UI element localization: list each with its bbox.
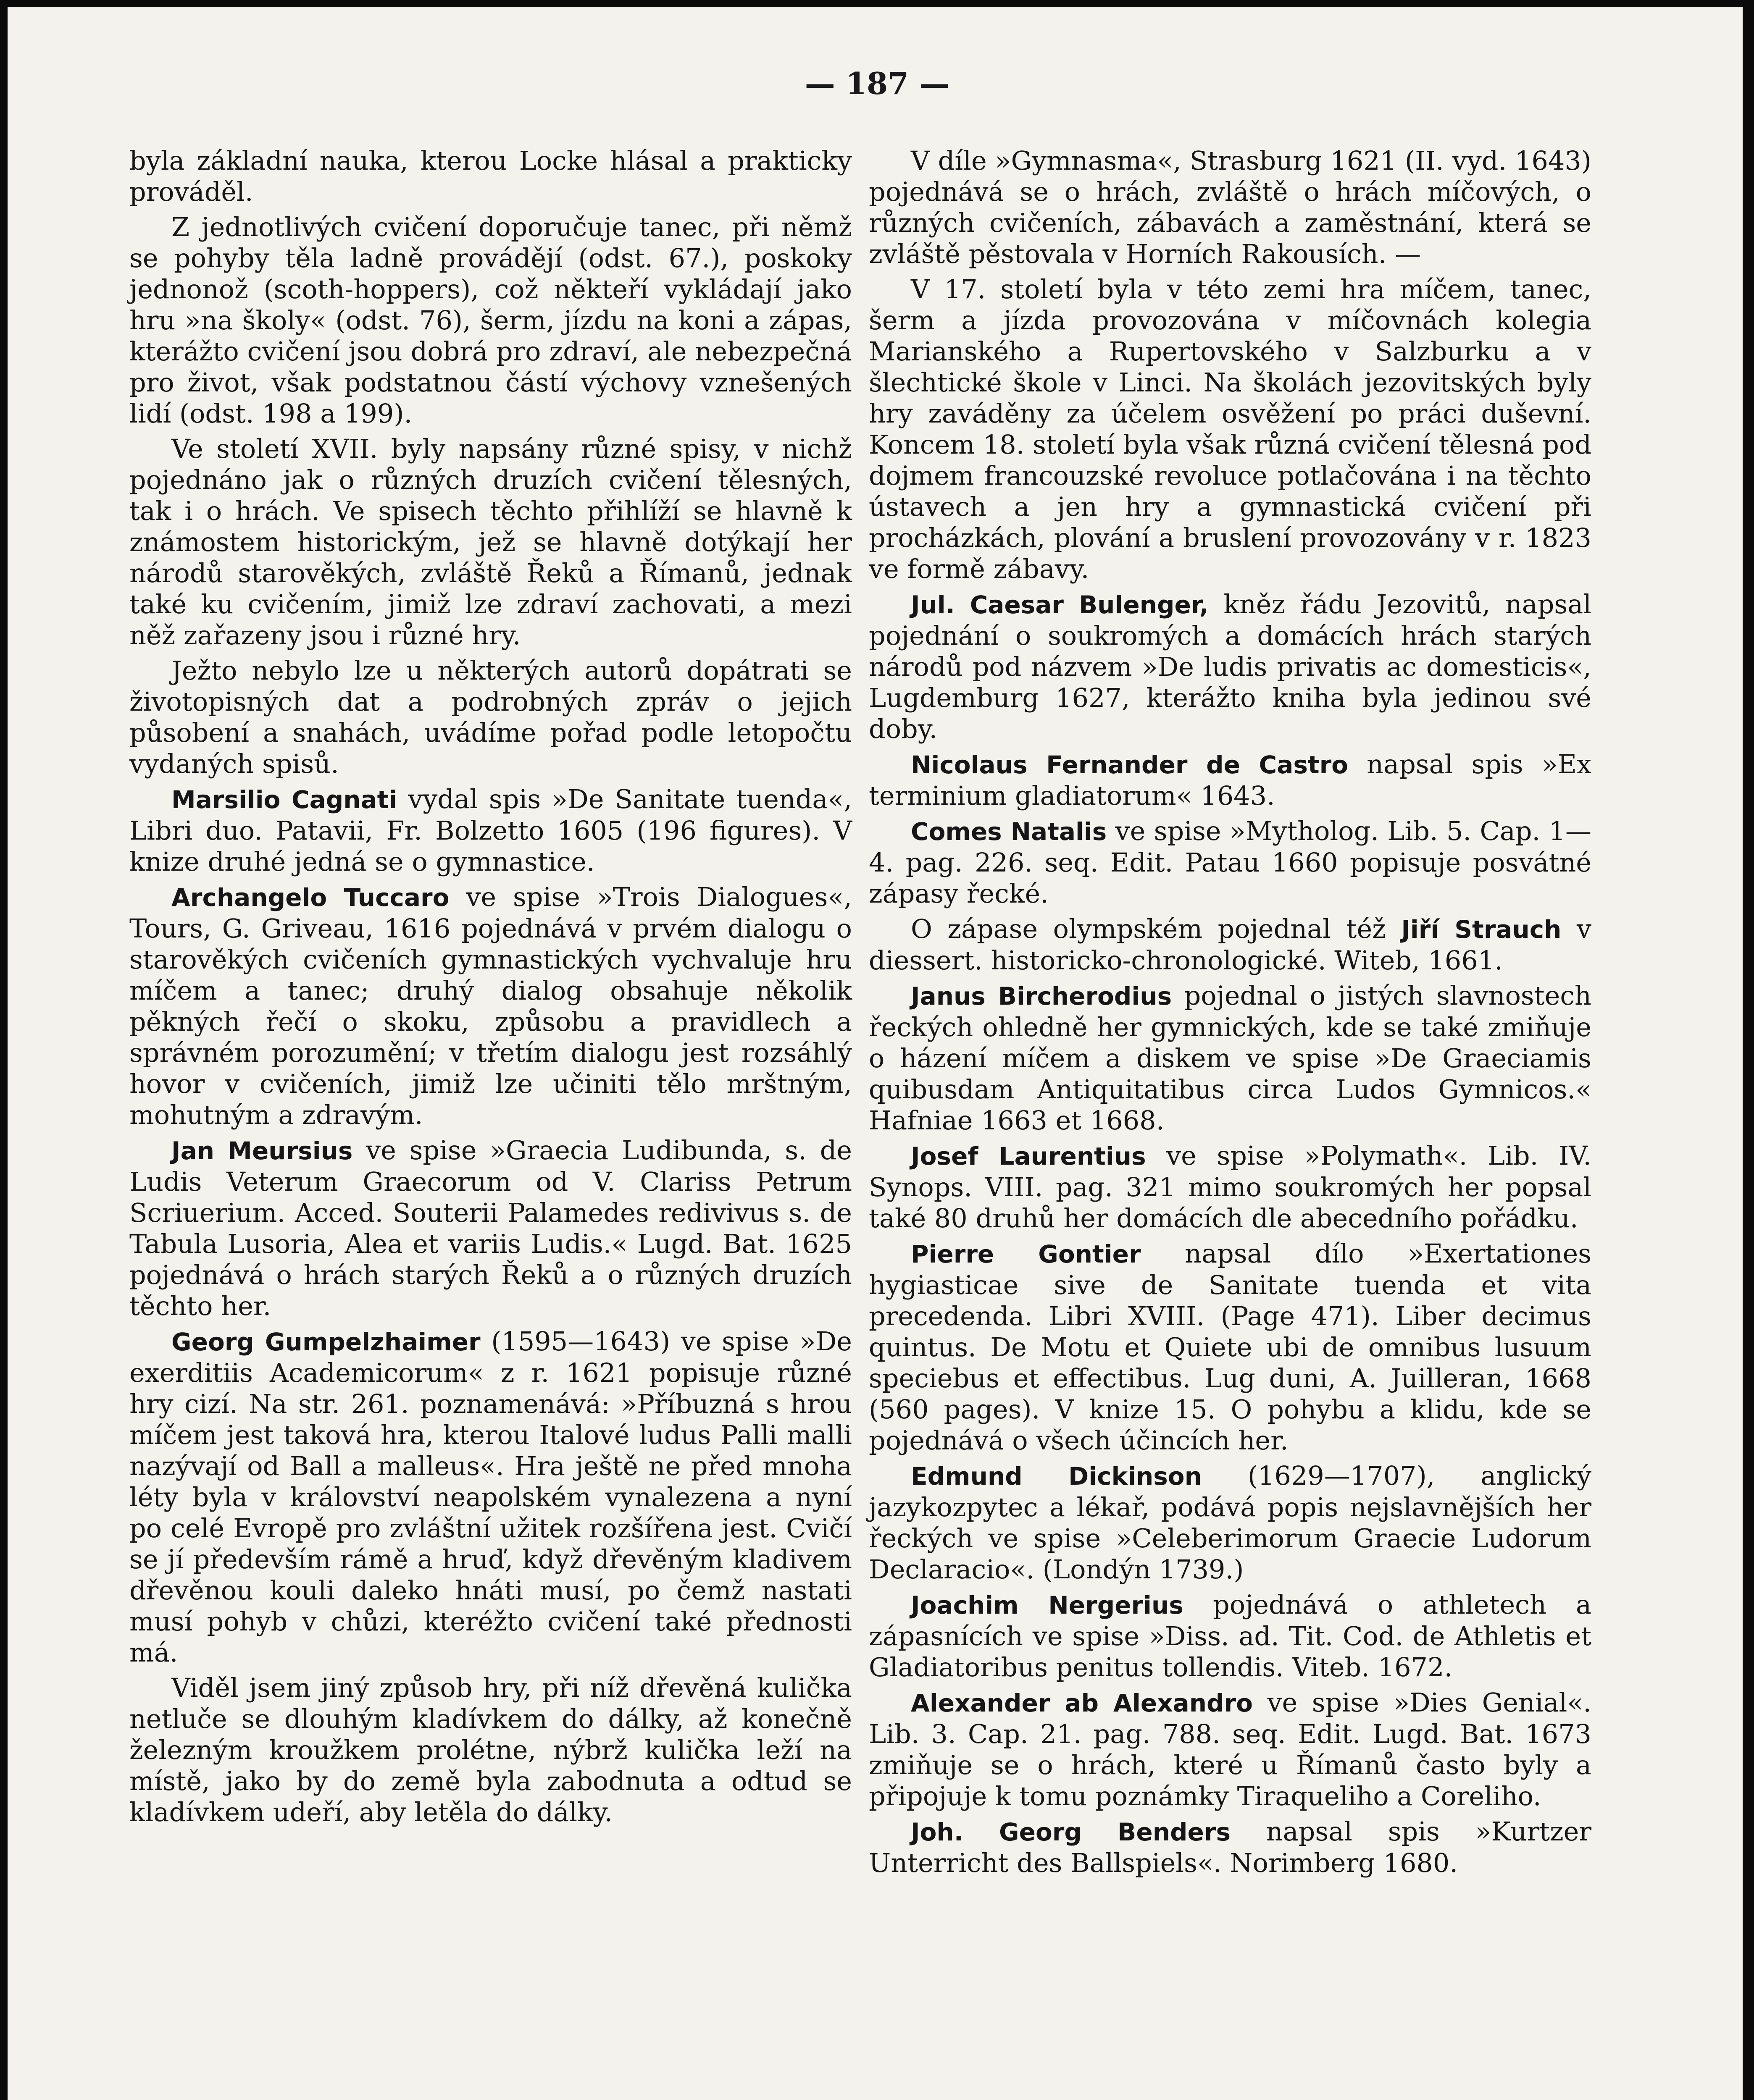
author-name: Pierre Gontier (911, 1240, 1141, 1268)
left-column (129, 145, 852, 1832)
author-name: Jul. Caesar Bulenger, (911, 591, 1209, 619)
author-name: Jan Meursius (171, 1137, 353, 1165)
bibliography-entry: Josef Laurentius ve spise »Polymath«. Lib. IV. Synops. VIII. pag. 321 mimo soukromých her popsal také 80 druhů her domácích dle abecedního pořádku. (869, 1140, 1591, 1234)
bibliography-entry: Janus Bircherodius pojednal o jistých slavnostech řeckých ohledně her gymnických, kde se také zmiňuje o házení míčem a diskem ve spise »De Graeciamis quibusdam Antiquitatibus circa Ludos Gymnicos.« Hafniae 1663 et 1668. (869, 980, 1591, 1136)
bibliography-entry: Joachim Nergerius pojednává o athletech a zápasnících ve spise »Diss. ad. Tit. Cod. de Athletis et Gladiatoribus penitus tollendis. Viteb. 1672. (869, 1589, 1591, 1683)
bibliography-entry: Comes Natalis ve spise »Mytholog. Lib. 5. Cap. 1—4. pag. 226. seq. Edit. Patau 1660 popisuje posvátné zápasy řecké. (869, 816, 1591, 909)
author-name: Archangelo Tuccaro (171, 883, 450, 912)
paragraph: Z jednotlivých cvičení doporučuje tanec, při němž se pohyby těla ladně provádějí (odst. 67.), poskoky jednonož (scoth-hoppers), což někteří vykládají jako hru »na školy« (odst. 76), šerm, jízdu na koni a zápas, kterážto cvičení jsou dobrá pro zdraví, ale nebezpečná pro život, však podstatnou částí výchovy vznešených lidí (odst. 198 a 199). (129, 212, 852, 429)
author-name: Marsilio Cagnati (171, 785, 397, 814)
author-name: Comes Natalis (911, 817, 1107, 846)
author-name: Nicolaus Fernander de Castro (911, 751, 1349, 779)
bibliography-entry: Joh. Georg Benders napsal spis »Kurtzer Unterricht des Ballspiels«. Norimberg 1680. (869, 1816, 1591, 1878)
paragraph: byla základní nauka, kterou Locke hlásal a prakticky prováděl. (129, 145, 852, 207)
bibliography-entry: Alexander ab Alexandro ve spise »Dies Genial«. Lib. 3. Cap. 21. pag. 788. seq. Edit. Lugd. Bat. 1673 zmiňuje se o hrách, které u Římanů často byly a připojuje k tomu poznámky Tiraqueliho a Coreliho. (869, 1687, 1591, 1811)
author-name: Alexander ab Alexandro (911, 1689, 1253, 1717)
bibliography-entry: Edmund Dickinson (1629—1707), anglický jazykozpytec a lékař, podává popis nejslavnějších her řeckých ve spise »Celeberimorum Graecie Ludorum Declaracio«. (Londýn 1739.) (869, 1460, 1591, 1585)
book-page (8, 7, 1743, 2100)
bibliography-entry: Jan Meursius ve spise »Graecia Ludibunda, s. de Ludis Veterum Graecorum od V. Clariss Petrum Scriuerium. Acced. Souterii Palamedes redivivus s. de Tabula Lusoria, Alea et variis Ludis.« Lugd. Bat. 1625 pojednává o hrách starých Řeků a o různých druzích těchto her. (129, 1135, 852, 1321)
page-number: — 187 — (805, 66, 950, 101)
author-name: Edmund Dickinson (911, 1462, 1202, 1491)
bibliography-entry: Archangelo Tuccaro ve spise »Trois Dialogues«, Tours, G. Griveau, 1616 pojednává v prvém dialogu o starověkých cvičeních gymnastických vychvaluje hru míčem a tanec; druhý dialog obsahuje několik pěkných řečí o skoku, způsobu a pravidlech a správném porozumění; v třetím dialogu jest rozsáhlý hovor v cvičeních, jimiž lze učiniti tělo mrštným, mohutným a zdravým. (129, 882, 852, 1130)
author-name: Joachim Nergerius (911, 1591, 1183, 1620)
bibliography-entry: Nicolaus Fernander de Castro napsal spis »Ex terminium gladiatorum« 1643. (869, 749, 1591, 811)
paragraph: Ve století XVII. byly napsány různé spisy, v nichž pojednáno jak o různých druzích cvičení tělesných, tak i o hrách. Ve spisech těchto přihlíží se hlavně k známostem historickým, jež se hlavně dotýkají her národů starověkých, zvláště Řeků a Římanů, jednak také ku cvičením, jimiž lze zdraví zachovati, a mezi něž zařazeny jsou i různé hry. (129, 433, 852, 651)
author-name: Janus Bircherodius (911, 982, 1172, 1011)
paragraph: V 17. století byla v této zemi hra míčem, tanec, šerm a jízda provozována v míčovnách kolegia Marianského a Rupertovského v Salzburku a v šlechtické škole v Linci. Na školách jezovitských byly hry zaváděny za účelem osvěžení po práci duševní. Koncem 18. století byla však různá cvičení tělesná pod dojmem francouzské revoluce potlačována i na těchto ústavech a jen hry a gymnastická cvičení při procházkách, plování a bruslení provozovány v r. 1823 ve formě zábavy. (869, 274, 1592, 584)
bibliography-entry: Pierre Gontier napsal dílo »Exertationes hygiasticae sive de Sanitate tuenda et vita precedenda. Libri XVIII. (Page 471). Liber decimus quintus. De Motu et Quiete ubi de omnibus lusuum speciebus et effectibus. Lug duni, A. Juilleran, 1668 (560 pages). V knize 15. O pohybu a klidu, kde se pojednává o všech účincích her. (869, 1238, 1591, 1456)
paragraph: V díle »Gymnasma«, Strasburg 1621 (II. vyd. 1643) pojednává se o hrách, zvláště o hrách míčových, o různých cvičeních, zábavách a zaměstnání, která se zvláště pěstovala v Horních Rakousích. — (869, 145, 1591, 269)
paragraph: Ježto nebylo lze u některých autorů dopátrati se životopisných dat a podrobných zpráv o jejich působení a snahách, uvádíme pořad podle letopočtu vydaných spisů. (129, 655, 852, 779)
author-name: Joh. Georg Benders (911, 1818, 1231, 1846)
bibliography-entry: Georg Gumpelzhaimer (1595—1643) ve spise »De exerditiis Academicorum« z r. 1621 popisuje různé hry cizí. Na str. 261. poznamenává: »Příbuzná s hrou míčem jest taková hra, kterou Italové ludus Palli malli nazývají od Ball a malleus«. Hra ještě ne před mnoha léty byla v království neapolském vynalezena a nyní po celé Evropě pro zvláštní užitek rozšířena jest. Cvičí se jí především rámě a hruď, když dřevěným kladivem dřevěnou kouli daleko hnáti musí, po čemž nastati musí pohyb v chůzi, kteréžto cvičení také přednosti má. (129, 1326, 852, 1668)
bibliography-entry: Jul. Caesar Bulenger, kněz řádu Jezovitů, napsal pojednání o soukromých a domácích hrách starých národů pod názvem »De ludis privatis ac domesticis«, Lugdemburg 1627, kterážto kniha byla jedinou své doby. (869, 589, 1591, 744)
right-column (869, 145, 1591, 1883)
bibliography-entry: O zápase olympském pojednal též Jiří Strauch v diessert. historicko-chronologické. Witeb, 1661. (869, 914, 1592, 976)
author-name: Jiří Strauch (1401, 915, 1562, 944)
paragraph: Viděl jsem jiný způsob hry, při níž dřevěná kulička netluče se dlouhým kladívkem do dálky, až konečně železným kroužkem prolétne, nýbrž kulička leží na místě, jako by do země byla zabodnuta a odtud se kladívkem udeří, aby letěla do dálky. (129, 1672, 852, 1827)
author-name: Georg Gumpelzhaimer (171, 1328, 481, 1356)
bibliography-entry: Marsilio Cagnati vydal spis »De Sanitate tuenda«, Libri duo. Patavii, Fr. Bolzetto 1605 (196 figures). V knize druhé jedná se o gymnastice. (129, 784, 852, 877)
author-name: Josef Laurentius (911, 1142, 1146, 1171)
